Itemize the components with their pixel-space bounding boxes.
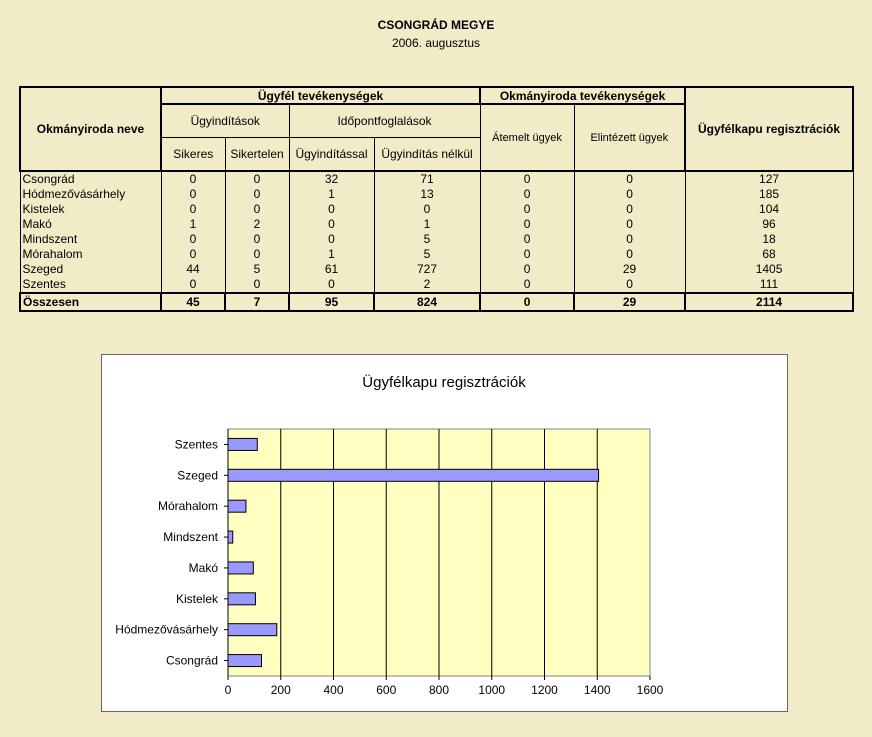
- total-cell: 7: [225, 293, 289, 311]
- header-office-name: Okmányiroda neve: [20, 87, 161, 171]
- page-subtitle: 2006. augusztus: [391, 36, 481, 50]
- table-row: [20, 262, 853, 277]
- row-office-name: Szentes: [20, 277, 161, 293]
- header-client-activities: Ügyfél tevékenységek: [161, 87, 480, 104]
- table-cell: 0: [289, 202, 374, 217]
- bar: [228, 469, 599, 481]
- row-office-name: Makó: [20, 217, 161, 232]
- table-cell: 5: [374, 232, 480, 247]
- table-cell: 0: [161, 187, 225, 202]
- table-cell: 68: [685, 247, 853, 262]
- table-cell: 0: [480, 171, 574, 187]
- chart-canvas: [102, 355, 789, 713]
- total-cell: 29: [574, 293, 685, 311]
- header-registrations: Ügyfélkapu regisztrációk: [685, 87, 853, 171]
- table-cell: 0: [161, 171, 225, 187]
- table-cell: 0: [289, 217, 374, 232]
- category-label: Mindszent: [163, 530, 218, 545]
- header-without-init: Ügyindítás nélkül: [374, 137, 480, 171]
- bar: [228, 562, 253, 574]
- table-cell: 0: [225, 202, 289, 217]
- x-tick-label: 400: [323, 683, 344, 697]
- table-row: [20, 202, 853, 217]
- table-cell: 0: [161, 277, 225, 293]
- table-cell: 0: [480, 277, 574, 293]
- table-cell: 0: [574, 187, 685, 202]
- x-tick-label: 1400: [583, 683, 611, 697]
- table-cell: 0: [161, 232, 225, 247]
- bar: [228, 531, 233, 543]
- table-cell: 29: [574, 262, 685, 277]
- table-row: [20, 232, 853, 247]
- bar: [228, 438, 257, 450]
- header-appointments: Időpontfoglalások: [289, 104, 480, 137]
- table-cell: 1405: [685, 262, 853, 277]
- table-cell: 0: [574, 232, 685, 247]
- table-cell: 0: [480, 202, 574, 217]
- table-cell: 0: [225, 277, 289, 293]
- table-cell: 0: [289, 277, 374, 293]
- table-cell: 2: [225, 217, 289, 232]
- table-cell: 1: [374, 217, 480, 232]
- table-cell: 0: [574, 277, 685, 293]
- total-label: Összesen: [20, 293, 161, 311]
- category-label: Hódmezővásárhely: [115, 622, 218, 637]
- row-office-name: Szeged: [20, 262, 161, 277]
- table-cell: 0: [574, 171, 685, 187]
- row-office-name: Mórahalom: [20, 247, 161, 262]
- table-cell: 0: [574, 247, 685, 262]
- total-cell: 95: [289, 293, 374, 311]
- table-cell: 44: [161, 262, 225, 277]
- x-tick-label: 1200: [531, 683, 558, 697]
- table-cell: 127: [685, 171, 853, 187]
- x-tick-label: 200: [270, 683, 291, 697]
- table-row: [20, 277, 853, 293]
- bar: [228, 593, 255, 605]
- header-transferred: Átemelt ügyek: [480, 104, 574, 171]
- table-cell: 5: [374, 247, 480, 262]
- header-success: Sikeres: [161, 137, 225, 171]
- table-cell: 0: [225, 187, 289, 202]
- table-cell: 0: [574, 217, 685, 232]
- category-label: Szeged: [177, 468, 218, 483]
- total-cell: 2114: [685, 293, 853, 311]
- registrations-chart: [101, 354, 788, 712]
- row-office-name: Kistelek: [20, 202, 161, 217]
- table-cell: 0: [480, 217, 574, 232]
- table-cell: 0: [225, 232, 289, 247]
- table-cell: 0: [480, 187, 574, 202]
- table-cell: 0: [225, 247, 289, 262]
- category-label: Mórahalom: [157, 499, 218, 514]
- table-cell: 5: [225, 262, 289, 277]
- category-label: Szentes: [174, 437, 218, 452]
- table-cell: 0: [480, 232, 574, 247]
- total-row: [20, 293, 853, 311]
- row-office-name: Csongrád: [20, 171, 161, 187]
- bar: [228, 655, 261, 667]
- chart-title: Ügyfélkapu regisztrációk: [362, 374, 526, 391]
- total-cell: 45: [161, 293, 225, 311]
- table-cell: 71: [374, 171, 480, 187]
- header-handled: Elintézett ügyek: [574, 104, 685, 171]
- x-tick-label: 600: [376, 683, 397, 697]
- header-initiations: Ügyindítások: [161, 104, 289, 137]
- bar: [228, 500, 246, 512]
- table-row: [20, 187, 853, 202]
- category-label: Kistelek: [175, 591, 218, 606]
- table-cell: 0: [480, 247, 574, 262]
- table-cell: 61: [289, 262, 374, 277]
- table-cell: 1: [289, 247, 374, 262]
- table-cell: 1: [289, 187, 374, 202]
- table-cell: 0: [161, 247, 225, 262]
- page-title: CSONGRÁD MEGYE: [377, 18, 495, 32]
- table-cell: 32: [289, 171, 374, 187]
- table-cell: 0: [289, 232, 374, 247]
- table-row: [20, 171, 853, 187]
- x-tick-label: 800: [428, 683, 450, 697]
- category-label: Makó: [188, 560, 218, 575]
- category-label: Csongrád: [165, 653, 218, 668]
- total-cell: 824: [374, 293, 480, 311]
- table-cell: 104: [685, 202, 853, 217]
- table-cell: 111: [685, 277, 853, 293]
- bar: [228, 624, 277, 636]
- table-row: [20, 217, 853, 232]
- header-with-init: Ügyindítással: [289, 137, 374, 171]
- header-office-activities: Okmányiroda tevékenységek: [480, 87, 685, 104]
- table-cell: 0: [225, 171, 289, 187]
- row-office-name: Hódmezővásárhely: [20, 187, 161, 202]
- table-cell: 727: [374, 262, 480, 277]
- table-row: [20, 247, 853, 262]
- table-cell: 96: [685, 217, 853, 232]
- total-cell: 0: [480, 293, 574, 311]
- table-cell: 0: [374, 202, 480, 217]
- table-cell: 1: [161, 217, 225, 232]
- header-fail: Sikertelen: [225, 137, 289, 171]
- x-tick-label: 1000: [478, 683, 506, 697]
- table-cell: 0: [574, 202, 685, 217]
- table-cell: 18: [685, 232, 853, 247]
- table-cell: 0: [480, 262, 574, 277]
- table-cell: 13: [374, 187, 480, 202]
- statistics-table: [19, 86, 854, 312]
- x-tick-label: 1600: [636, 683, 664, 697]
- row-office-name: Mindszent: [20, 232, 161, 247]
- table-cell: 0: [161, 202, 225, 217]
- table-cell: 2: [374, 277, 480, 293]
- x-tick-label: 0: [224, 683, 232, 697]
- table-cell: 185: [685, 187, 853, 202]
